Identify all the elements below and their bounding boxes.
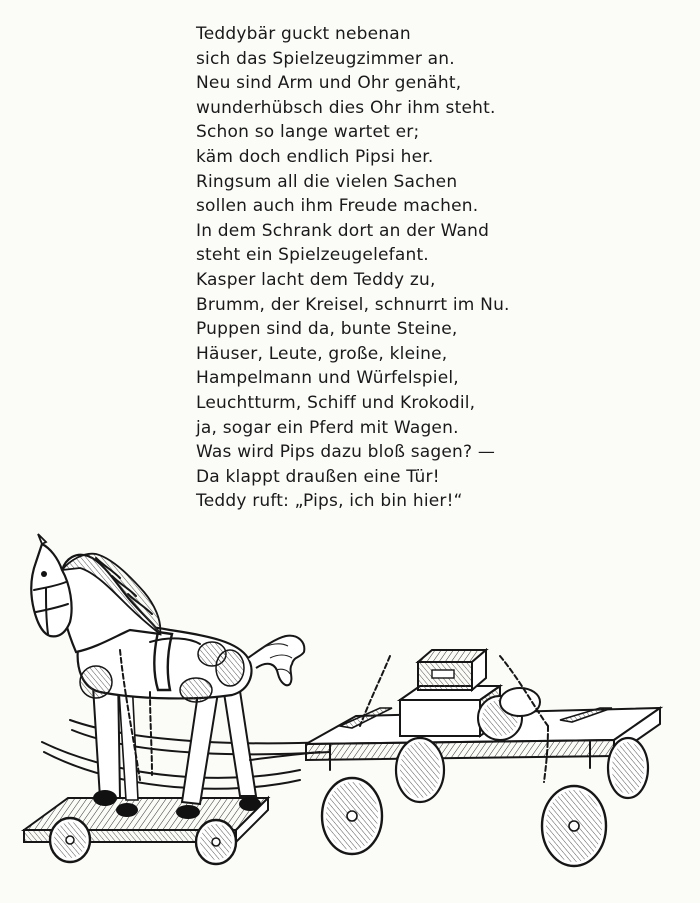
poem-line: Da klappt draußen eine Tür! — [196, 466, 440, 487]
poem-line: steht ein Spielzeugelefant. — [196, 245, 429, 266]
poem-line: ja, sogar ein Pferd mit Wagen. — [196, 417, 459, 438]
poem-line: Kasper lacht dem Teddy zu, — [196, 269, 436, 290]
poem-line: käm doch endlich Pipsi her. — [196, 146, 434, 167]
toy-horse-and-wagon-icon — [0, 530, 700, 903]
poem-line: Häuser, Leute, große, kleine, — [196, 343, 448, 364]
poem-line: sollen auch ihm Freude machen. — [196, 196, 479, 217]
poem-line: Was wird Pips dazu bloß sagen? — — [196, 442, 496, 463]
poem-line: sich das Spielzeugzimmer an. — [196, 48, 455, 69]
poem-text — [196, 22, 676, 514]
poem-line: wunderhübsch dies Ohr ihm steht. — [196, 97, 496, 118]
poem-line: Hampelmann und Würfelspiel, — [196, 368, 459, 389]
poem-line: Ringsum all die vielen Sachen — [196, 171, 458, 192]
poem-line: Teddy ruft: „Pips, ich bin hier!“ — [196, 491, 463, 512]
poem-line: In dem Schrank dort an der Wand — [196, 220, 490, 241]
poem-line: Schon so lange wartet er; — [196, 122, 420, 143]
horse-tail — [248, 636, 304, 686]
poem-line: Neu sind Arm und Ohr genäht, — [196, 73, 462, 94]
poem-line: Teddybär guckt nebenan — [196, 24, 411, 44]
poem-line: Puppen sind da, bunte Steine, — [196, 319, 458, 340]
poem-line: Brumm, der Kreisel, schnurrt im Nu. — [196, 294, 510, 315]
poem-line: Leuchtturm, Schiff und Krokodil, — [196, 392, 476, 413]
